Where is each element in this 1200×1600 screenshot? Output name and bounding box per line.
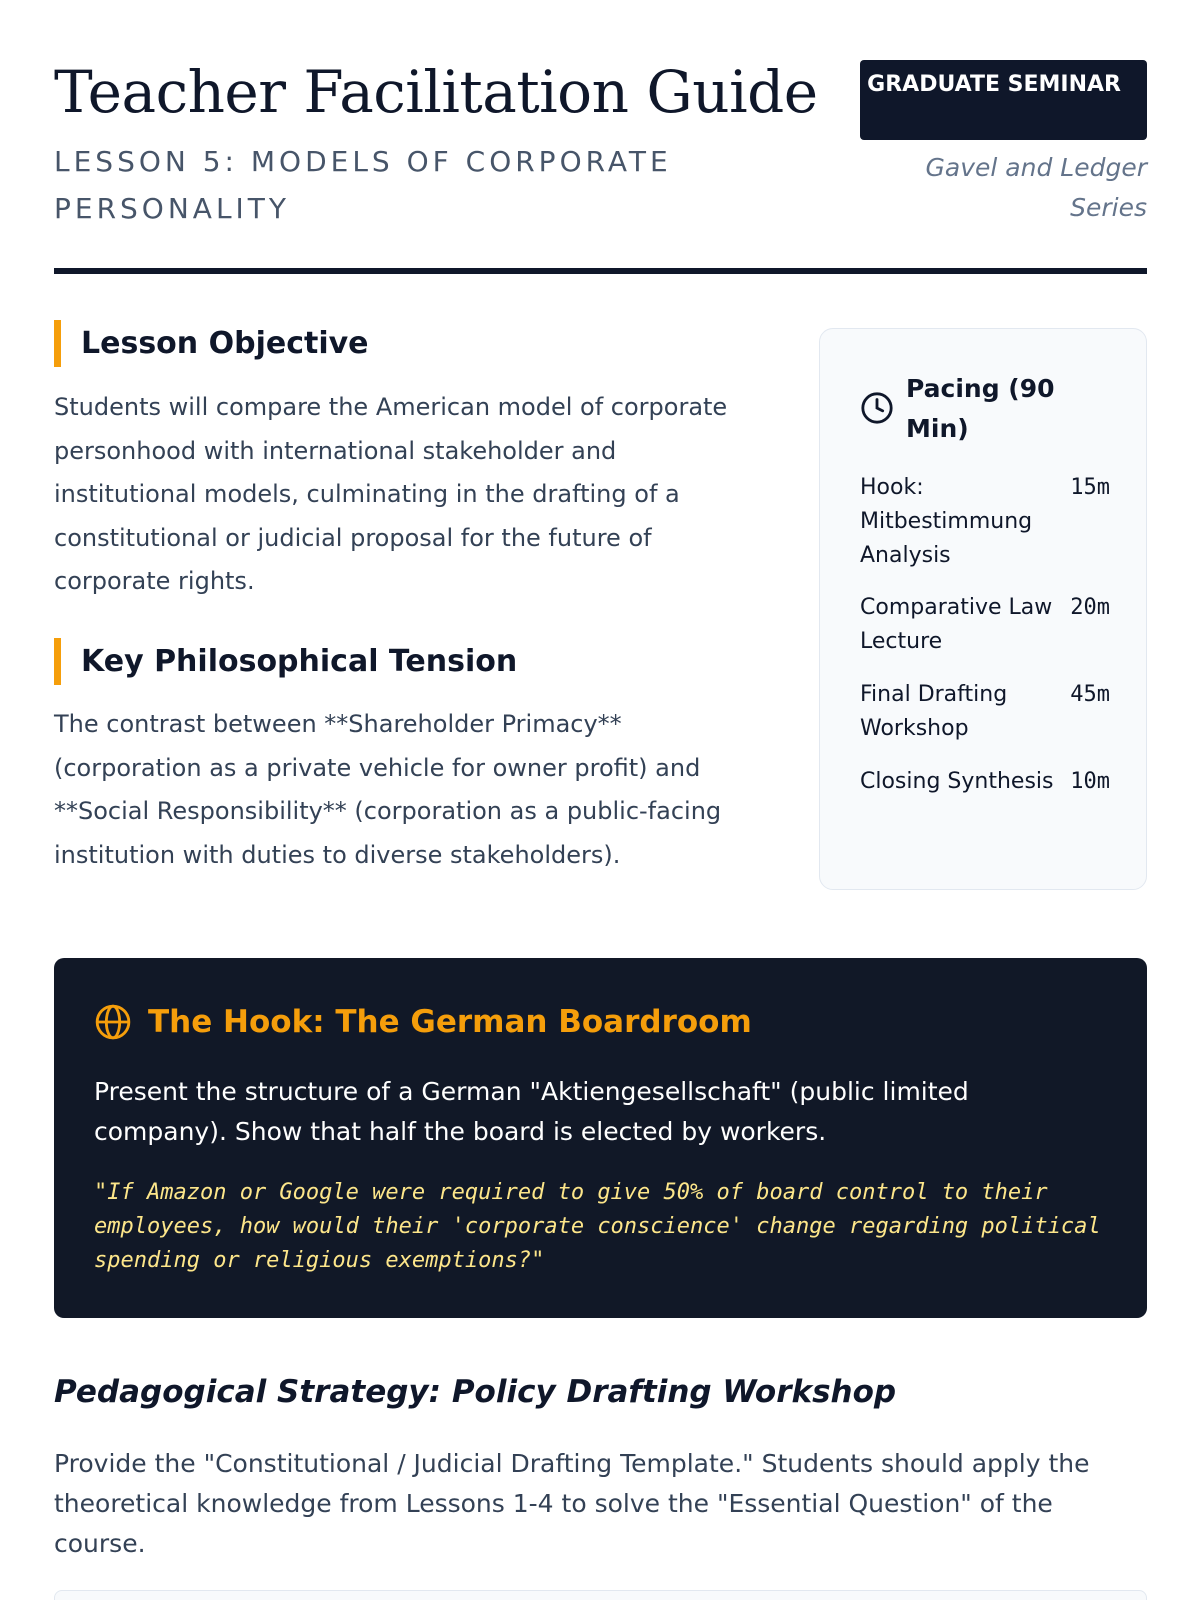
clock-icon (860, 391, 894, 425)
strategy-title: Pedagogical Strategy: Policy Drafting Workshop (54, 1374, 897, 1410)
series-name: Gavel and Ledger Series (925, 153, 1147, 222)
pacing-item-label: Hook: Mitbestimmung Analysis (860, 475, 1033, 568)
lesson-subtitle: LESSON 5: MODELS OF CORPORATE PERSONALITY (54, 145, 672, 225)
pacing-item-label: Closing Synthesis (860, 769, 1054, 794)
hook-title: The Hook: The German Boardroom (148, 1004, 752, 1040)
objective-text: Students will compare the American model of corporate personhood with international stakeholder and institutional models, culminating in the drafting of a constitutional or judicial proposal for the future of corporate rights. (54, 393, 728, 595)
page-title: Teacher Facilitation Guide (54, 58, 818, 126)
hook-card (54, 958, 1147, 1318)
pacing-heading: Pacing (90 Min) (906, 374, 1055, 443)
hook-body: Present the structure of a German "Aktiengesellschaft" (public limited company). Show that half the board is elected by workers. (94, 1077, 969, 1146)
level-badge: GRADUATE SEMINAR (860, 60, 1147, 140)
pacing-item-time: 10m (1070, 769, 1110, 794)
guide-page (54, 0, 1147, 1600)
pacing-item-label: Final Drafting Workshop (860, 682, 1008, 741)
hook-quote: "If Amazon or Google were required to give 50% of board control to their employees, how would their 'corporate conscience' change regarding political spending or religious exemptions?" (94, 1180, 1101, 1273)
strategy-body: Provide the "Constitutional / Judicial Drafting Template." Students should apply the theoretical knowledge from Lessons 1-4 to solve the "Essential Question" of the course. (54, 1449, 1090, 1558)
pacing-item-time: 45m (1070, 682, 1110, 707)
pacing-item-time: 20m (1070, 595, 1110, 620)
pacing-item-label: Comparative Law Lecture (860, 595, 1053, 654)
pacing-card (819, 328, 1147, 890)
tension-text: The contrast between **Shareholder Primacy** (corporation as a private vehicle for owner profit) and **Social Responsibility** (corporation as a public-facing institution with duties to diverse stakeholders). (54, 710, 722, 869)
objective-heading: Lesson Objective (54, 320, 774, 367)
pacing-item-time: 15m (1070, 475, 1110, 500)
template-box-edge (54, 1590, 1147, 1600)
page-header (54, 52, 1147, 274)
pacing-header (860, 369, 1120, 449)
globe-icon (94, 1003, 132, 1041)
tension-heading: Key Philosophical Tension (54, 638, 774, 685)
